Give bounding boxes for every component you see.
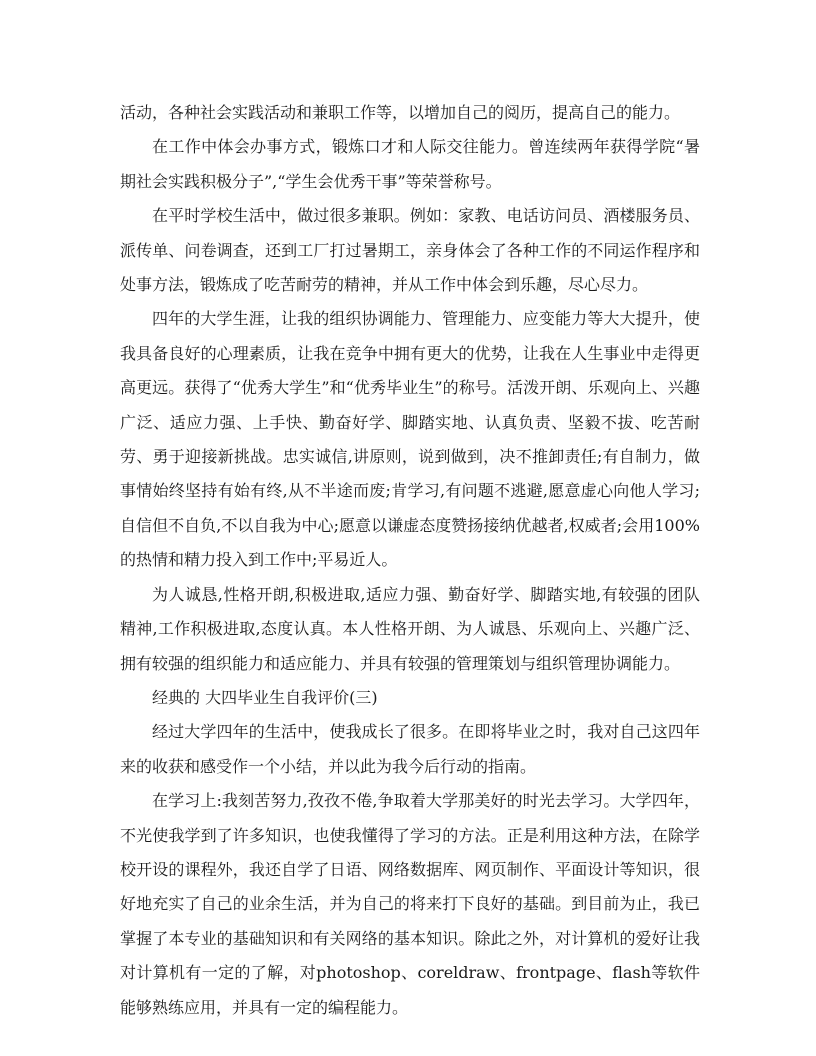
body-paragraph: 为人诚恳,性格开朗,积极进取,适应力强、勤奋好学、脚踏实地,有较强的团队精神,工作积极进取,态度认真。本人性格开朗、为人诚恳、乐观向上、兴趣广泛、拥有较强的组织能力和适应能力、并具有较强的管理策划与组织管理协调能力。: [120, 584, 700, 673]
body-paragraph: 在工作中体会办事方式，锻炼口才和人际交往能力。曾连续两年获得学院“暑期社会实践积极分子”,“学生会优秀干事”等荣誉称号。: [120, 137, 700, 191]
document-page: [120, 96, 700, 1025]
body-paragraph: 经过大学四年的生活中，使我成长了很多。在即将毕业之时，我对自己这四年来的收获和感受作一个小结，并以此为我今后行动的指南。: [120, 722, 700, 776]
body-paragraph: 在学习上:我刻苦努力,孜孜不倦,争取着大学那美好的时光去学习。大学四年，不光使我学到了许多知识，也使我懂得了学习的方法。正是利用这种方法，在除学校开设的课程外，我还自学了日语、网络数据库、网页制作、平面设计等知识，很好地充实了自己的业余生活，并为自己的将来打下良好的基础。到目前为止，我已掌握了本专业的基础知识和有关网络的基本知识。除此之外，对计算机的爱好让我对计算机有一定的了解，对photoshop、coreldraw、frontpage、flash等软件能够熟练应用，并具有一定的编程能力。: [120, 791, 700, 1017]
section-heading: 经典的 大四毕业生自我评价(三): [152, 687, 378, 707]
body-paragraph: 活动，各种社会实践活动和兼职工作等，以增加自己的阅历，提高自己的能力。: [120, 103, 681, 122]
body-paragraph: 在平时学校生活中，做过很多兼职。例如：家教、电话访问员、酒楼服务员、派传单、问卷调查，还到工厂打过暑期工，亲身体会了各种工作的不同运作程序和处事方法，锻炼成了吃苦耐劳的精神，并从工作中体会到乐趣，尽心尽力。: [120, 206, 700, 295]
body-paragraph: 四年的大学生涯，让我的组织协调能力、管理能力、应变能力等大大提升，使我具备良好的心理素质，让我在竞争中拥有更大的优势，让我在人生事业中走得更高更远。获得了“优秀大学生”和“优秀毕业生”的称号。活泼开朗、乐观向上、兴趣广泛、适应力强、上手快、勤奋好学、脚踏实地、认真负责、坚毅不拔、吃苦耐劳、勇于迎接新挑战。忠实诚信,讲原则，说到做到，决不推卸责任;有自制力，做事情始终坚持有始有终,从不半途而废;肯学习,有问题不逃避,愿意虚心向他人学习;自信但不自负,不以自我为中心;愿意以谦虚态度赞扬接纳优越者,权威者;会用100%的热情和精力投入到工作中;平易近人。: [120, 309, 700, 570]
